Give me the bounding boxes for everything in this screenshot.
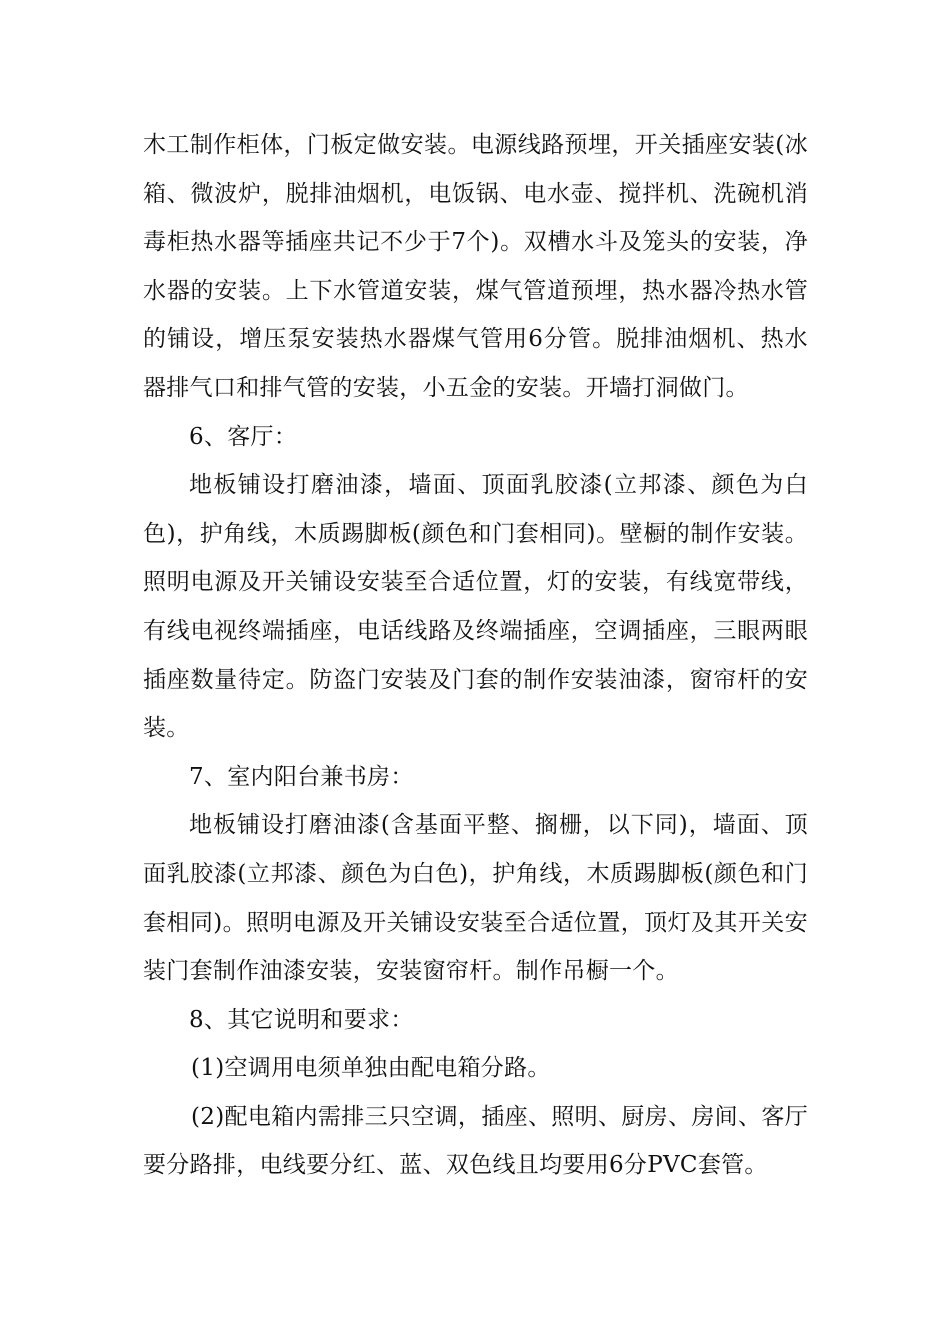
section-heading-balcony-study: 7、室内阳台兼书房： (189, 763, 414, 790)
list-item-other-2: (2)配电箱内需排三只空调，插座、照明、厨房、房间、客厅要分路排，电线要分红、蓝、双色线且均要用6分PVC套管。 (143, 1103, 808, 1179)
section-heading-other-notes: 8、其它说明和要求： (189, 1006, 414, 1033)
document-body (143, 121, 808, 1190)
paragraph-living-room: 地板铺设打磨油漆，墙面、顶面乳胶漆(立邦漆、颜色为白色)，护角线，木质踢脚板(颜色和门套相同)。壁橱的制作安装。照明电源及开关铺设安装至合适位置，灯的安装，有线宽带线，有线电视终端插座，电话线路及终端插座，空调插座，三眼两眼插座数量待定。防盗门安装及门套的制作安装油漆，窗帘杆的安装。 (143, 472, 808, 742)
paragraph-balcony-study: 地板铺设打磨油漆(含基面平整、搁栅，以下同)，墙面、顶面乳胶漆(立邦漆、颜色为白色)，护角线，木质踢脚板(颜色和门套相同)。照明电源及开关铺设安装至合适位置，顶灯及其开关安装门套制作油漆安装，安装窗帘杆。制作吊橱一个。 (143, 812, 808, 985)
section-heading-living-room: 6、客厅： (189, 423, 298, 450)
list-item-other-1: (1)空调用电须单独由配电箱分路。 (191, 1055, 551, 1082)
paragraph-kitchen-continued: 木工制作柜体，门板定做安装。电源线路预埋，开关插座安装(冰箱、微波炉，脱排油烟机，电饭锅、电水壶、搅拌机、洗碗机消毒柜热水器等插座共记不少于7个)。双槽水斗及笼头的安装，净水器的安装。上下水管道安装，煤气管道预埋，热水器冷热水管的铺设，增压泵安装热水器煤气管用6分管。脱排油烟机、热水器排气口和排气管的安装，小五金的安装。开墙打洞做门。 (143, 132, 808, 401)
